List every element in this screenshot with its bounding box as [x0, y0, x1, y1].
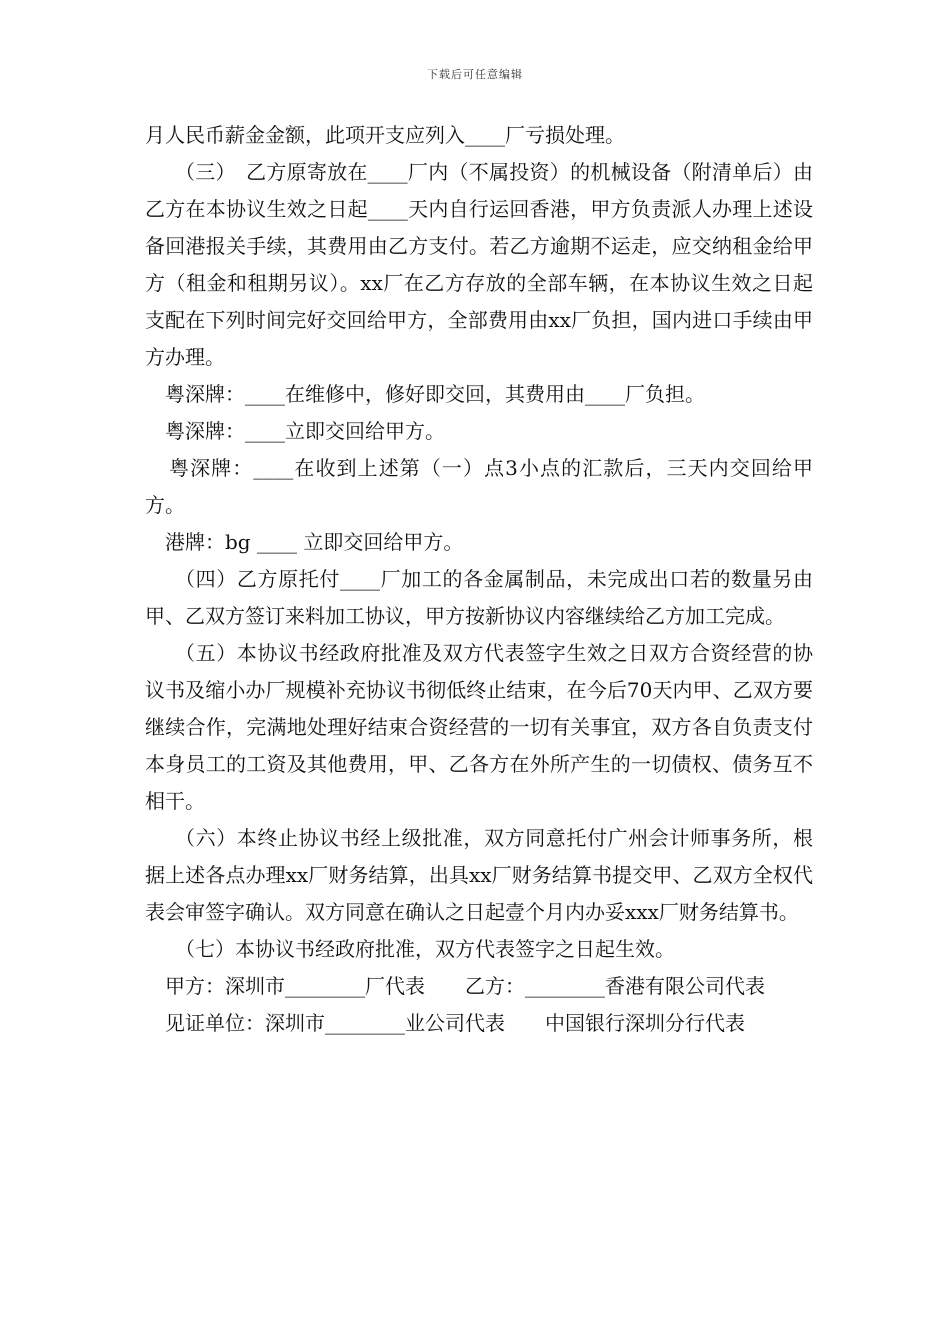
paragraph-hk-plate: 港牌：bg ____ 立即交回给甲方。	[165, 530, 464, 554]
paragraph-salary-loss: 月人民币薪金金额，此项开支应列入____厂亏损处理。	[145, 123, 625, 147]
paragraph-section-6: （六）本终止协议书经上级批准，双方同意托付广州会计师事务所，根据上述各点办理xx厂财务结算，出具xx厂财务结算书提交甲、乙双方全权代表会审签字确认。双方同意在确认之日起壹个月内办妥xxx厂财务结算书。	[145, 826, 813, 924]
paragraph-vehicle-2: 粤深牌：____立即交回给甲方。	[165, 419, 445, 443]
paragraph-section-3: （三） 乙方原寄放在____厂内（不属投资）的机械设备（附清单后）由乙方在本协议生效之日起____天内自行运回香港，甲方负责派人办理上述设备回港报关手续，其费用由乙方支付。若乙方逾期不运走，应交纳租金给甲方（租金和租期另议）。xx厂在乙方存放的全部车辆，在本协议生效之日起支配在下列时间完好交回给甲方，全部费用由xx厂负担，国内进口手续由甲方办理。	[145, 160, 813, 369]
paragraph-witness-signatures: 见证单位：深圳市________业公司代表 中国银行深圳分行代表	[165, 1011, 745, 1035]
paragraph-section-4: （四）乙方原托付____厂加工的各金属制品，未完成出口若的数量另由甲、乙双方签订来料加工协议，甲方按新协议内容继续给乙方加工完成。	[145, 567, 813, 628]
paragraph-section-5: （五）本协议书经政府批准及双方代表签字生效之日双方合资经营的协议书及缩小办厂规模补充协议书彻低终止结束，在今后70天内甲、乙双方要继续合作，完满地处理好结束合资经营的一切有关事宜，双方各自负责支付本身员工的工资及其他费用，甲、乙各方在外所产生的一切债权、债务互不相干。	[145, 641, 813, 813]
page-header-note: 下载后可任意编辑	[427, 68, 523, 81]
document-body	[145, 117, 813, 1042]
paragraph-section-7: （七）本协议书经政府批准，双方代表签字之日起生效。	[175, 937, 675, 961]
paragraph-vehicle-1: 粤深牌：____在维修中，修好即交回，其费用由____厂负担。	[165, 382, 705, 406]
paragraph-party-signatures: 甲方：深圳市________厂代表 乙方：________香港有限公司代表	[165, 974, 765, 998]
paragraph-vehicle-3: 粤深牌：____在收到上述第（一）点3小点的汇款后，三天内交回给甲方。	[145, 456, 813, 517]
